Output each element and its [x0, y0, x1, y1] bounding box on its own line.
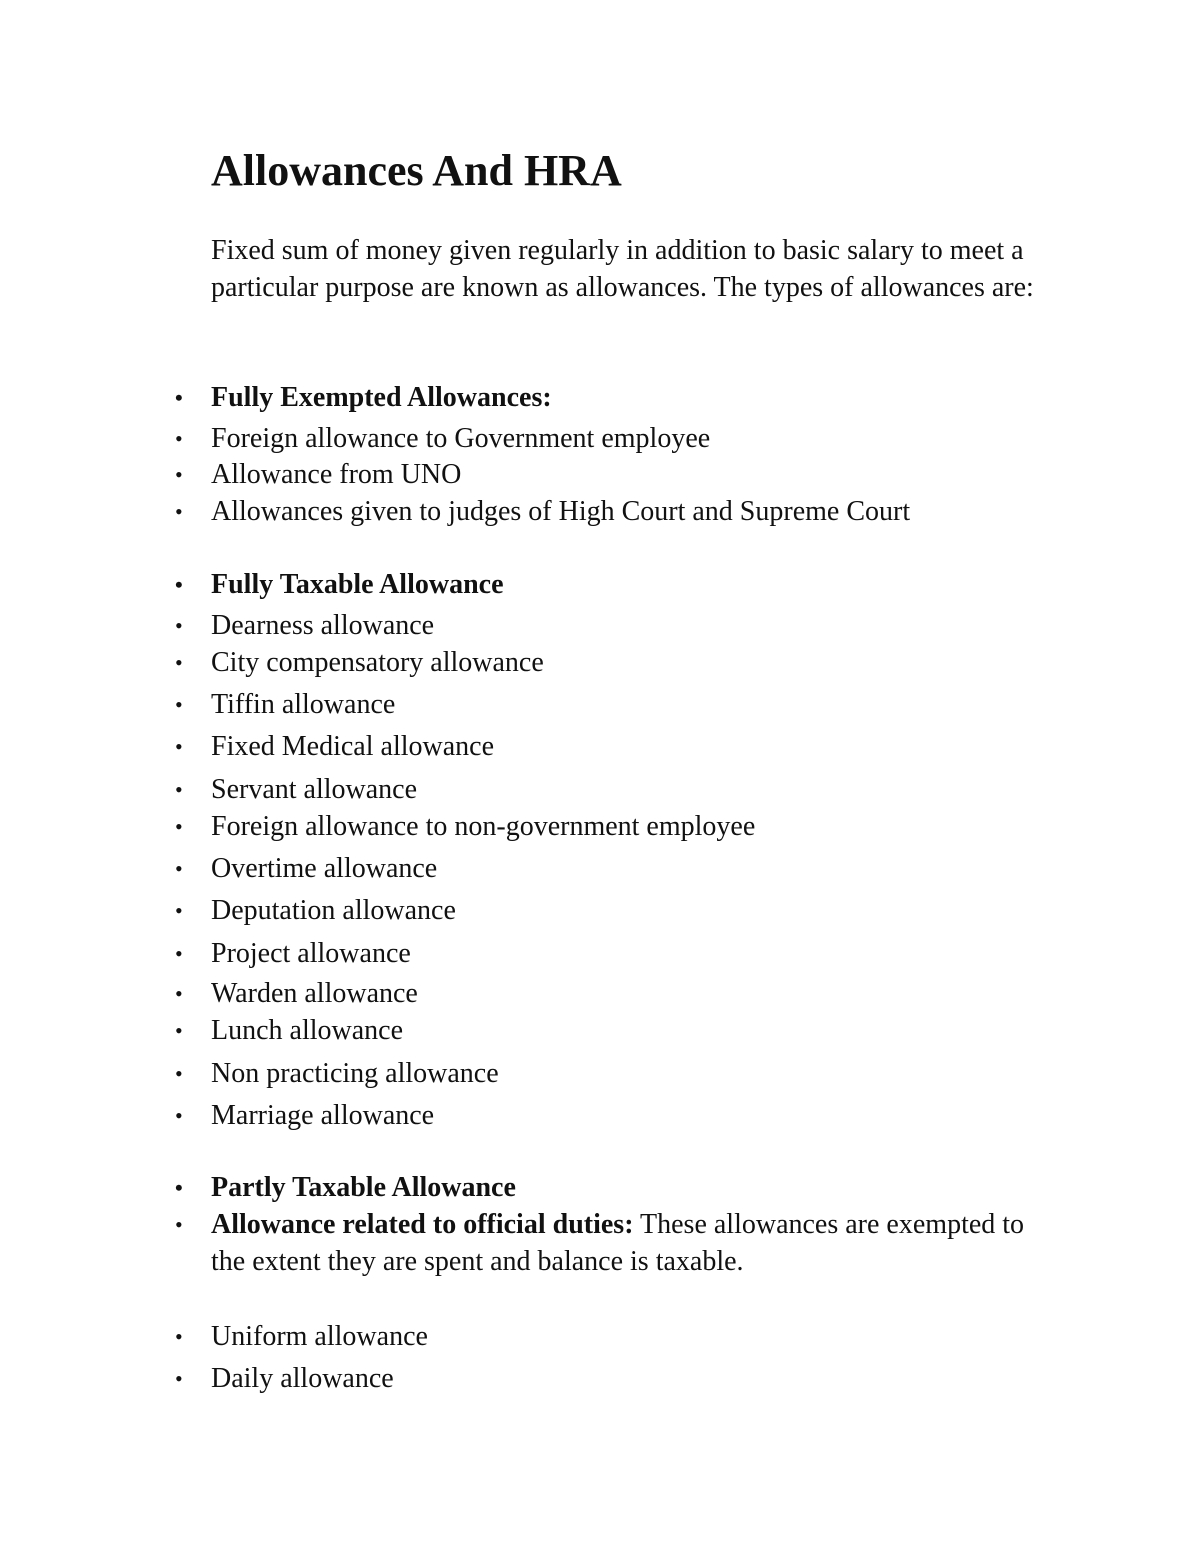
- official-duties-text: These allowances are exempted to the extent they are spent and balance is taxable.: [211, 1209, 1025, 1277]
- bullet-icon: •: [175, 1018, 183, 1043]
- bullet-icon: •: [175, 1175, 183, 1200]
- list-item-text: Servant allowance: [211, 774, 418, 805]
- bullet-icon: •: [175, 734, 183, 759]
- list-item: [175, 1055, 1031, 1092]
- list-item-text: Uniform allowance: [211, 1321, 428, 1352]
- list-item: [175, 1318, 1031, 1355]
- bullet-icon: •: [175, 613, 183, 638]
- list-item: [175, 850, 1031, 887]
- bullet-icon: •: [175, 941, 183, 966]
- bullet-icon: •: [175, 981, 183, 1006]
- list-item: [175, 420, 1031, 457]
- bullet-icon: •: [175, 777, 183, 802]
- official-duties-label: Allowance related to official duties:: [211, 1209, 634, 1240]
- list-item-text: Allowances given to judges of High Court and Supreme Court: [211, 496, 911, 527]
- bullet-icon: •: [175, 692, 183, 717]
- list-item-text: Daily allowance: [211, 1363, 394, 1394]
- list-item: [175, 808, 1031, 845]
- list-item-official-duties: [175, 1206, 1031, 1280]
- section-heading-text: Fully Taxable Allowance: [211, 569, 504, 600]
- bullet-icon: •: [175, 385, 183, 410]
- bullet-icon: •: [175, 650, 183, 675]
- list-item: [175, 686, 1031, 723]
- bullet-icon: •: [175, 572, 183, 597]
- list-item: [175, 975, 1031, 1012]
- bullet-icon: •: [175, 1366, 183, 1391]
- bullet-icon: •: [175, 426, 183, 451]
- bullet-icon: •: [175, 462, 183, 487]
- section-heading-partly-taxable: [175, 1169, 1031, 1206]
- bullet-icon: •: [175, 1061, 183, 1086]
- list-item: [175, 1012, 1031, 1049]
- list-item-text: Lunch allowance: [211, 1015, 404, 1046]
- list-item-text: Deputation allowance: [211, 895, 456, 926]
- list-item-text: Non practicing allowance: [211, 1058, 499, 1089]
- list-item-text: Tiffin allowance: [211, 689, 396, 720]
- list-item-text: Foreign allowance to Government employee: [211, 423, 711, 454]
- list-item-text: Overtime allowance: [211, 853, 438, 884]
- list-item: [175, 644, 1031, 681]
- list-item: [175, 728, 1031, 765]
- list-item: [175, 892, 1031, 929]
- bullet-icon: •: [175, 814, 183, 839]
- bullet-icon: •: [175, 898, 183, 923]
- section-heading-fully-taxable: [175, 566, 1031, 603]
- bullet-icon: •: [175, 499, 183, 524]
- list-item-text: Allowance from UNO: [211, 459, 462, 490]
- list-item-text: Warden allowance: [211, 978, 418, 1009]
- list-item-text: City compensatory allowance: [211, 647, 544, 678]
- bullet-icon: •: [175, 856, 183, 881]
- list-item: [175, 771, 1031, 808]
- section-heading-text: Partly Taxable Allowance: [211, 1172, 516, 1203]
- list-item: [175, 607, 1031, 644]
- intro-paragraph: Fixed sum of money given regularly in addition to basic salary to meet a particular purpose are known as allowances. The types of allowances are:: [211, 235, 1034, 303]
- list-item: [175, 935, 1031, 972]
- list-item: [175, 456, 1031, 493]
- section-heading-fully-exempted: [175, 379, 1031, 416]
- section-heading-text: Fully Exempted Allowances:: [211, 382, 552, 413]
- page-title: Allowances And HRA: [211, 146, 622, 195]
- list-item: [175, 1360, 1031, 1397]
- bullet-icon: •: [175, 1212, 183, 1237]
- list-item-text: Dearness allowance: [211, 610, 435, 641]
- list-item-text: Fixed Medical allowance: [211, 731, 495, 762]
- bullet-icon: •: [175, 1324, 183, 1349]
- list-item-text: Foreign allowance to non-government employee: [211, 811, 756, 842]
- list-item: [175, 493, 1031, 530]
- list-item-text: Project allowance: [211, 938, 411, 969]
- list-item-text: Marriage allowance: [211, 1100, 435, 1131]
- bullet-icon: •: [175, 1103, 183, 1128]
- list-item: [175, 1097, 1031, 1134]
